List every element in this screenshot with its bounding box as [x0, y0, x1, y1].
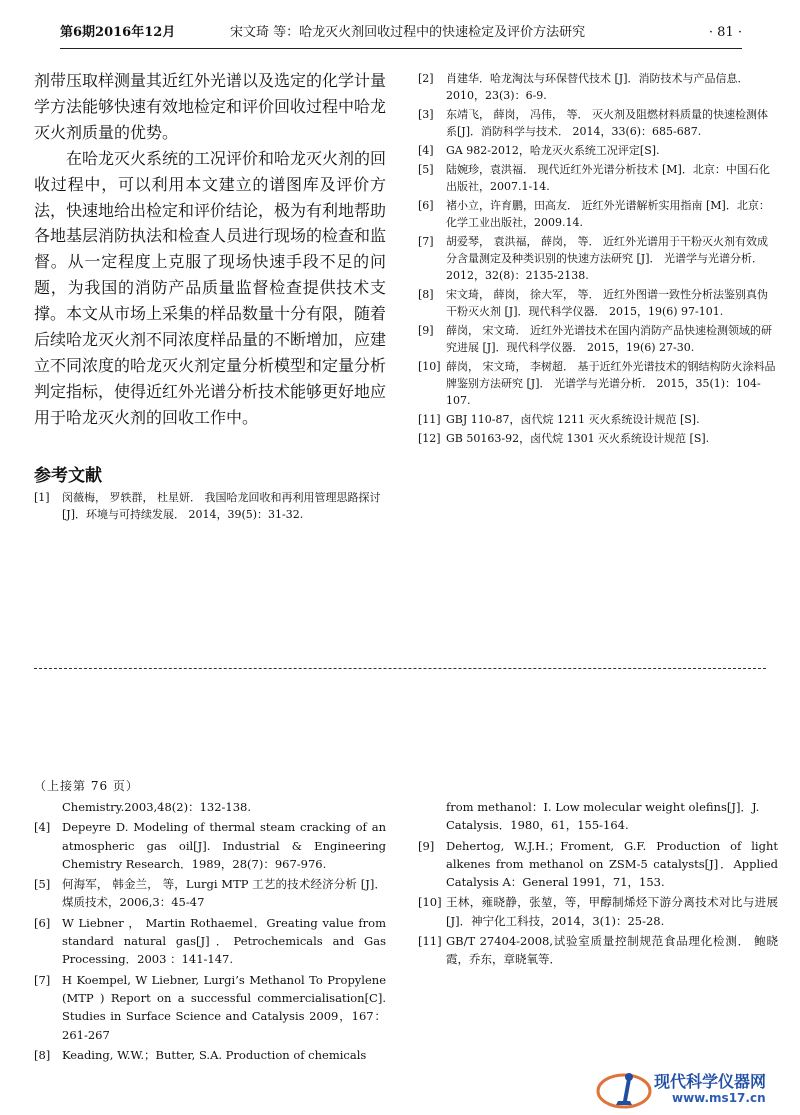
watermark-name: 现代科学仪器网	[654, 1072, 767, 1091]
reference-text: Depeyre D. Modeling of thermal steam cracking of an atmospheric gas oil[J]. Industrial & Engineering Chemistry Research．1989，28(7)：967-976.	[62, 820, 386, 871]
issue-label: 第6期2016年12月	[60, 25, 176, 40]
body-text	[34, 68, 386, 431]
reference-item	[418, 106, 778, 140]
page-number: · 81 ·	[708, 25, 742, 40]
watermark-url: www.ms17.cn	[672, 1091, 766, 1105]
reference-number: [4]	[34, 820, 51, 835]
reference-number: [7]	[34, 972, 51, 987]
body-paragraph: 在哈龙灭火系统的工况评价和哈龙灭火剂的回收过程中，可以利用本文建立的谱图库及评价方法，快速地给出检定和评价结论，极为有利地帮助各地基层消防执法和检查人员进行现场的检查和监督。从一定程度上克服了现场快速手段不足的问题，为我国的消防产品质量监督检查提供技术支撑。本文从市场上采集的样品数量十分有限，随着后续哈龙灭火剂不同浓度样品量的不断增加，应建立不同浓度的哈龙灭火剂定量分析模型和定量分析判定指标，使得近红外光谱分析技术能够更好地应用于哈龙灭火剂的回收工作中。	[34, 148, 387, 427]
reference-text: 陆婉珍，袁洪福． 现代近红外光谱分析技术 [M]．北京：中国石化出版社，2007.1-14.	[446, 163, 770, 193]
continued-first-line: from methanol：I. Low molecular weight olefins[J]．J. Catalysis．1980，61，155-164.	[446, 800, 760, 833]
reference-number: [7]	[418, 235, 434, 248]
reference-item	[418, 322, 778, 356]
reference-text: 王林，雍晓静，张堃，等，甲醇制烯烃下游分离技术对比与进展 [J]．神宁化工科技，2014，3(1)：25-28.	[446, 895, 778, 928]
reference-item	[34, 818, 386, 873]
reference-number: [5]	[418, 163, 434, 176]
reference-number: [12]	[418, 432, 441, 445]
reference-number: [9]	[418, 324, 434, 337]
reference-item	[34, 875, 386, 912]
reference-text: Dehertog, W.J.H.；Froment, G.F. Production of light alkenes from methanol on ZSM-5 catalysts[J]．Applied Catalysis A：General 1991，71，153.	[446, 838, 778, 890]
reference-text: 肖建华．哈龙淘汰与环保替代技术 [J]．消防技术与产品信息． 2010，23(3)：6-9.	[446, 72, 749, 102]
reference-number: [5]	[34, 877, 51, 892]
reference-text: 闵薇梅， 罗轶群， 杜星妍． 我国哈龙回收和再利用管理思路探讨[J]．环境与可持续发展． 2014，39(5)：31-32.	[62, 491, 381, 521]
reference-item	[418, 233, 778, 284]
reference-number: [4]	[418, 144, 434, 157]
reference-text: Keading, W.W.；Butter, S.A. Production of chemicals	[62, 1047, 367, 1062]
reference-text: 薛岗， 宋文琦， 李树超． 基于近红外光谱技术的钢结构防火涂料品牌鉴别方法研究 [J]． 光谱学与光谱分析． 2015，35(1)：104-107.	[446, 360, 776, 407]
continued-list-right	[418, 837, 778, 969]
reference-text: 何海军， 韩金兰， 等，Lurgi MTP 工艺的技术经济分析 [J]．煤质技术，2006,3：45-47	[62, 877, 386, 910]
reference-item	[34, 914, 386, 969]
reference-number: [6]	[34, 915, 51, 930]
reference-number: [6]	[418, 199, 434, 212]
reference-item	[418, 358, 778, 409]
reference-item	[418, 932, 778, 969]
references-list-right	[418, 70, 778, 449]
reference-item	[34, 489, 386, 523]
reference-text: 薛岗， 宋文琦． 近红外光谱技术在国内消防产品快速检测领域的研究进展 [J]．现代科学仪器． 2015，19(6) 27-30.	[446, 324, 772, 354]
reference-number: [8]	[418, 288, 434, 301]
reference-text: GBJ 110-87，卤代烷 1211 灭火系统设计规范 [S].	[446, 413, 700, 426]
reference-text: 褚小立，许育鹏，田高友． 近红外光谱解析实用指南 [M]．北京：化学工业出版社，2009.14.	[446, 199, 770, 229]
watermark	[594, 1065, 794, 1111]
continued-label: （上接第 76 页）	[34, 779, 139, 793]
reference-number: [10]	[418, 895, 442, 910]
reference-item	[418, 197, 778, 231]
reference-text: 胡爱琴， 袁洪福， 薛岗， 等． 近红外光谱用于干粉灭火剂有效成分含量测定及种类识别的快速方法研究 [J]． 光谱学与光谱分析． 2012，32(8)：2135-2138.	[446, 235, 768, 282]
reference-number: [3]	[418, 108, 434, 121]
reference-item	[418, 142, 778, 159]
references-heading: 参考文献	[34, 466, 102, 486]
reference-text: GB/T 27404-2008,试验室质量控制规范食品理化检测． 鲍晓霞，乔东，章晓氧等．	[446, 934, 778, 967]
microscope-logo-icon	[594, 1065, 654, 1111]
section-divider	[34, 668, 766, 669]
reference-number: [8]	[34, 1047, 51, 1062]
reference-item	[34, 1046, 386, 1064]
body-paragraph: 剂带压取样测量其近红外光谱以及选定的化学计量学方法能够快速有效地检定和评价回收过程中哈龙灭火剂质量的优势。	[34, 71, 387, 142]
reference-item	[418, 70, 778, 104]
continued-list-left	[34, 818, 386, 1064]
reference-number: [11]	[418, 413, 441, 426]
reference-text: W Liebner ， Martin Rothaemel．Greating value from standard natural gas[J]．Petrochemicals and Gas Processing．2003 ：141-147.	[62, 915, 386, 967]
reference-number: [9]	[418, 838, 435, 853]
reference-text: GB 50163-92，卤代烷 1301 灭火系统设计规范 [S].	[446, 432, 710, 445]
reference-number: [2]	[418, 72, 434, 85]
reference-number: [11]	[418, 934, 442, 949]
reference-text: GA 982-2012，哈龙灭火系统工况评定[S].	[446, 144, 660, 157]
continued-references-left	[34, 798, 386, 1066]
references-list-left	[34, 489, 386, 523]
continued-first-line: Chemistry.2003,48(2)：132-138.	[62, 800, 252, 814]
reference-item	[418, 430, 778, 447]
reference-item	[418, 837, 778, 892]
page-header	[60, 22, 742, 49]
reference-item	[34, 971, 386, 1044]
reference-text: H Koempel, W Liebner, Lurgi’s Methanol To Propylene (MTP ) Report on a successful commercialisation[C]. Studies in Surface Science and Catalysis 2009，167：261-267	[62, 972, 386, 1042]
reference-number: [1]	[34, 491, 50, 504]
running-title: 宋文琦 等：哈龙灭火剂回收过程中的快速检定及评价方法研究	[230, 25, 586, 40]
reference-item	[418, 286, 778, 320]
reference-item	[418, 893, 778, 930]
reference-number: [10]	[418, 360, 441, 373]
continued-references-right	[418, 798, 778, 971]
reference-text: 东靖飞， 薛岗， 冯伟， 等． 灭火剂及阻燃材料质量的快速检测体系[J]．消防科学与技术． 2014，33(6)：685-687.	[446, 108, 768, 138]
reference-item	[418, 411, 778, 428]
reference-item	[418, 161, 778, 195]
reference-text: 宋文琦， 薛岗， 徐大军， 等． 近红外图谱一致性分析法鉴别真伪干粉灭火剂 [J]．现代科学仪器． 2015，19(6) 97-101.	[446, 288, 768, 318]
